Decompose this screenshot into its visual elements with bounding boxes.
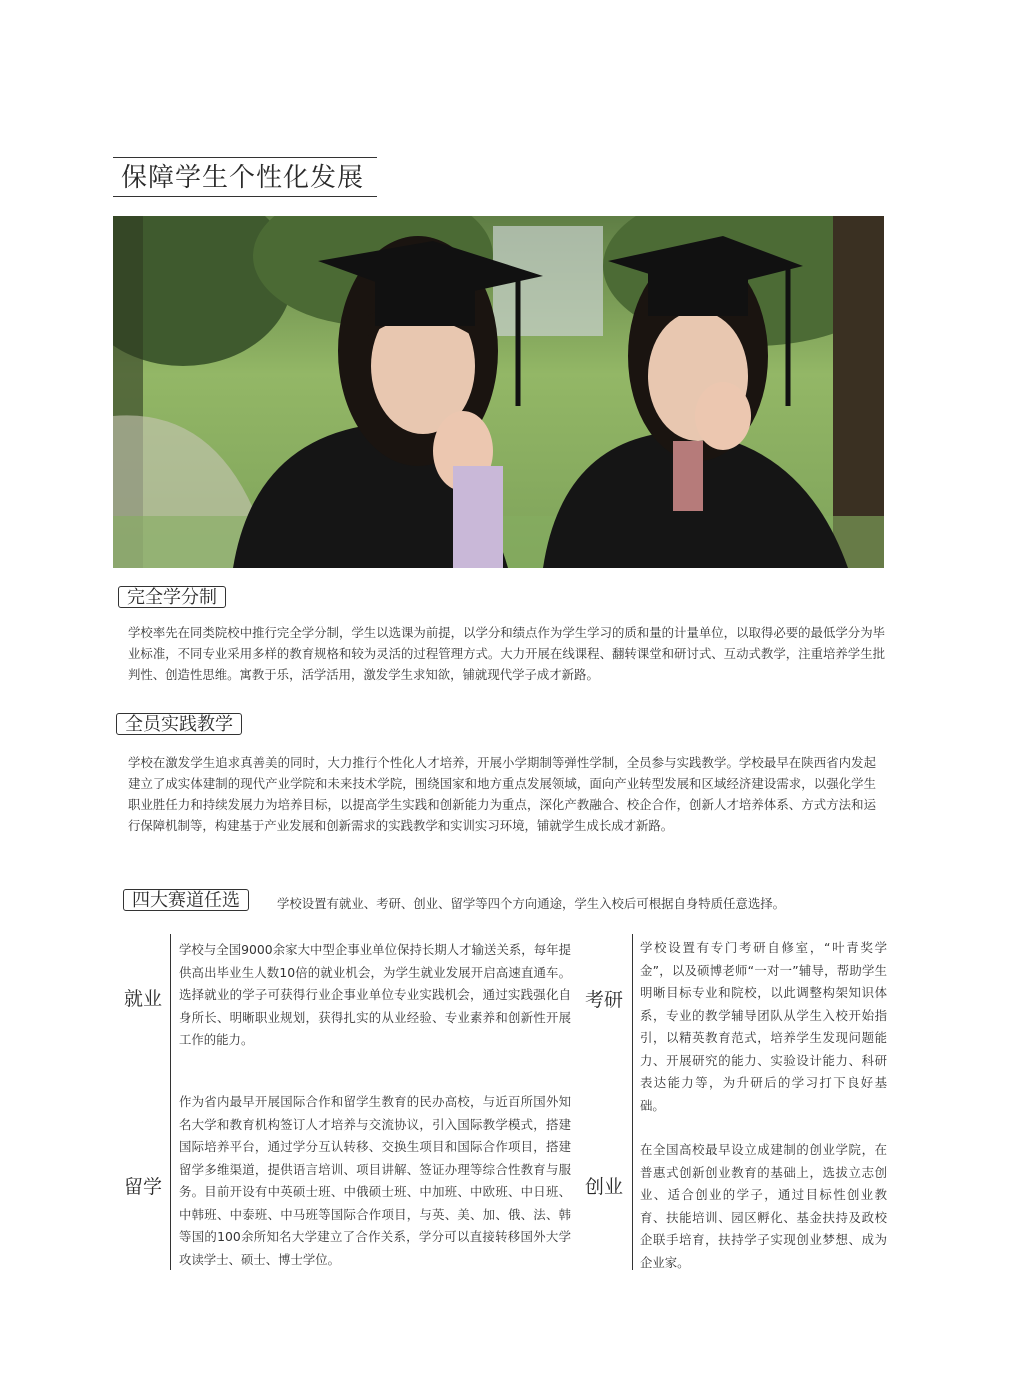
track-label-study-abroad: 留学 [124,1176,163,1198]
track-text-postgraduate: 学校设置有专门考研自修室，“叶青奖学金”，以及硕博老师“一对一”辅导，帮助学生明晰目标专业和院校，以此调整构架知识体系，专业的教学辅导团队从学生入校开始指引，以精英教育范式，培养学生发现问题能力、开展研究的能力、实验设计能力、科研表达能力等，为升研后的学习打下良好基础。 [640,940,887,1113]
section-heading-practice-teaching: 全员实践教学 [116,713,242,735]
page-title: 保障学生个性化发展 [113,157,377,197]
track-label-entrepreneurship: 创业 [585,1176,624,1198]
section-heading-four-tracks: 四大赛道任选 [123,889,249,911]
track-label-postgraduate: 考研 [585,989,624,1011]
section-body-credit-system: 学校率先在同类院校中推行完全学分制，学生以选课为前提，以学分和绩点作为学生学习的质和量的计量单位，以取得必要的最低学分为毕业标准，不同专业采用多样的教育规格和较为灵活的过程管理方式。大力开展在线课程、翻转课堂和研讨式、互动式教学，注重培养学生批判性、创造性思维。寓教于乐，活学活用，激发学生求知欲，铺就现代学子成才新路。 [128,625,885,682]
track-text-employment: 学校与全国9000余家大中型企事业单位保持长期人才输送关系，每年提供高出毕业生人数10倍的就业机会，为学生就业发展开启高速直通车。选择就业的学子可获得行业企事业单位专业实践机会，通过实践强化自身所长、明晰职业规划，获得扎实的从业经验、专业素养和创新性开展工作的能力。 [179,942,571,1047]
graduates-photo [113,216,884,568]
track-text-entrepreneurship: 在全国高校最早设立成建制的创业学院，在普惠式创新创业教育的基础上，选拔立志创业、适合创业的学子，通过目标性创业教育、扶能培训、园区孵化、基金扶持及政校企联手培育，扶持学子实现创业梦想、成为企业家。 [640,1142,887,1270]
divider-right [632,934,633,1270]
section-body-practice-teaching: 学校在激发学生追求真善美的同时，大力推行个性化人才培养，开展小学期制等弹性学制，全员参与实践教学。学校最早在陕西省内发起建立了成实体建制的现代产业学院和未来技术学院，围绕国家和地方重点发展领域，面向产业转型发展和区域经济建设需求，以强化学生职业胜任力和持续发展力为培养目标，以提高学生实践和创新能力为重点，深化产教融合、校企合作，创新人才培养体系、方式方法和运行保障机制等，构建基于产业发展和创新需求的实践教学和实训实习环境，铺就学生成长成才新路。 [128,755,876,833]
track-label-employment: 就业 [124,988,163,1010]
divider-left [170,934,171,1270]
section-heading-credit-system: 完全学分制 [118,586,226,608]
track-text-study-abroad: 作为省内最早开展国际合作和留学生教育的民办高校，与近百所国外知名大学和教育机构签订人才培养与交流协议，引入国际教学模式，搭建国际培养平台，通过学分互认转移、交换生项目和国际合作项目，搭建留学多维渠道，提供语言培训、项目讲解、签证办理等综合性教育与服务。目前开设有中英硕士班、中俄硕士班、中加班、中欧班、中日班、中韩班、中泰班、中马班等国际合作项目，与英、美、加、俄、法、韩等国的100余所知名大学建立了合作关系，学分可以直接转移国外大学攻读学士、硕士、博士学位。 [179,1094,571,1267]
four-tracks-intro: 学校设置有就业、考研、创业、留学等四个方向通途，学生入校后可根据自身特质任意选择。 [277,896,786,911]
